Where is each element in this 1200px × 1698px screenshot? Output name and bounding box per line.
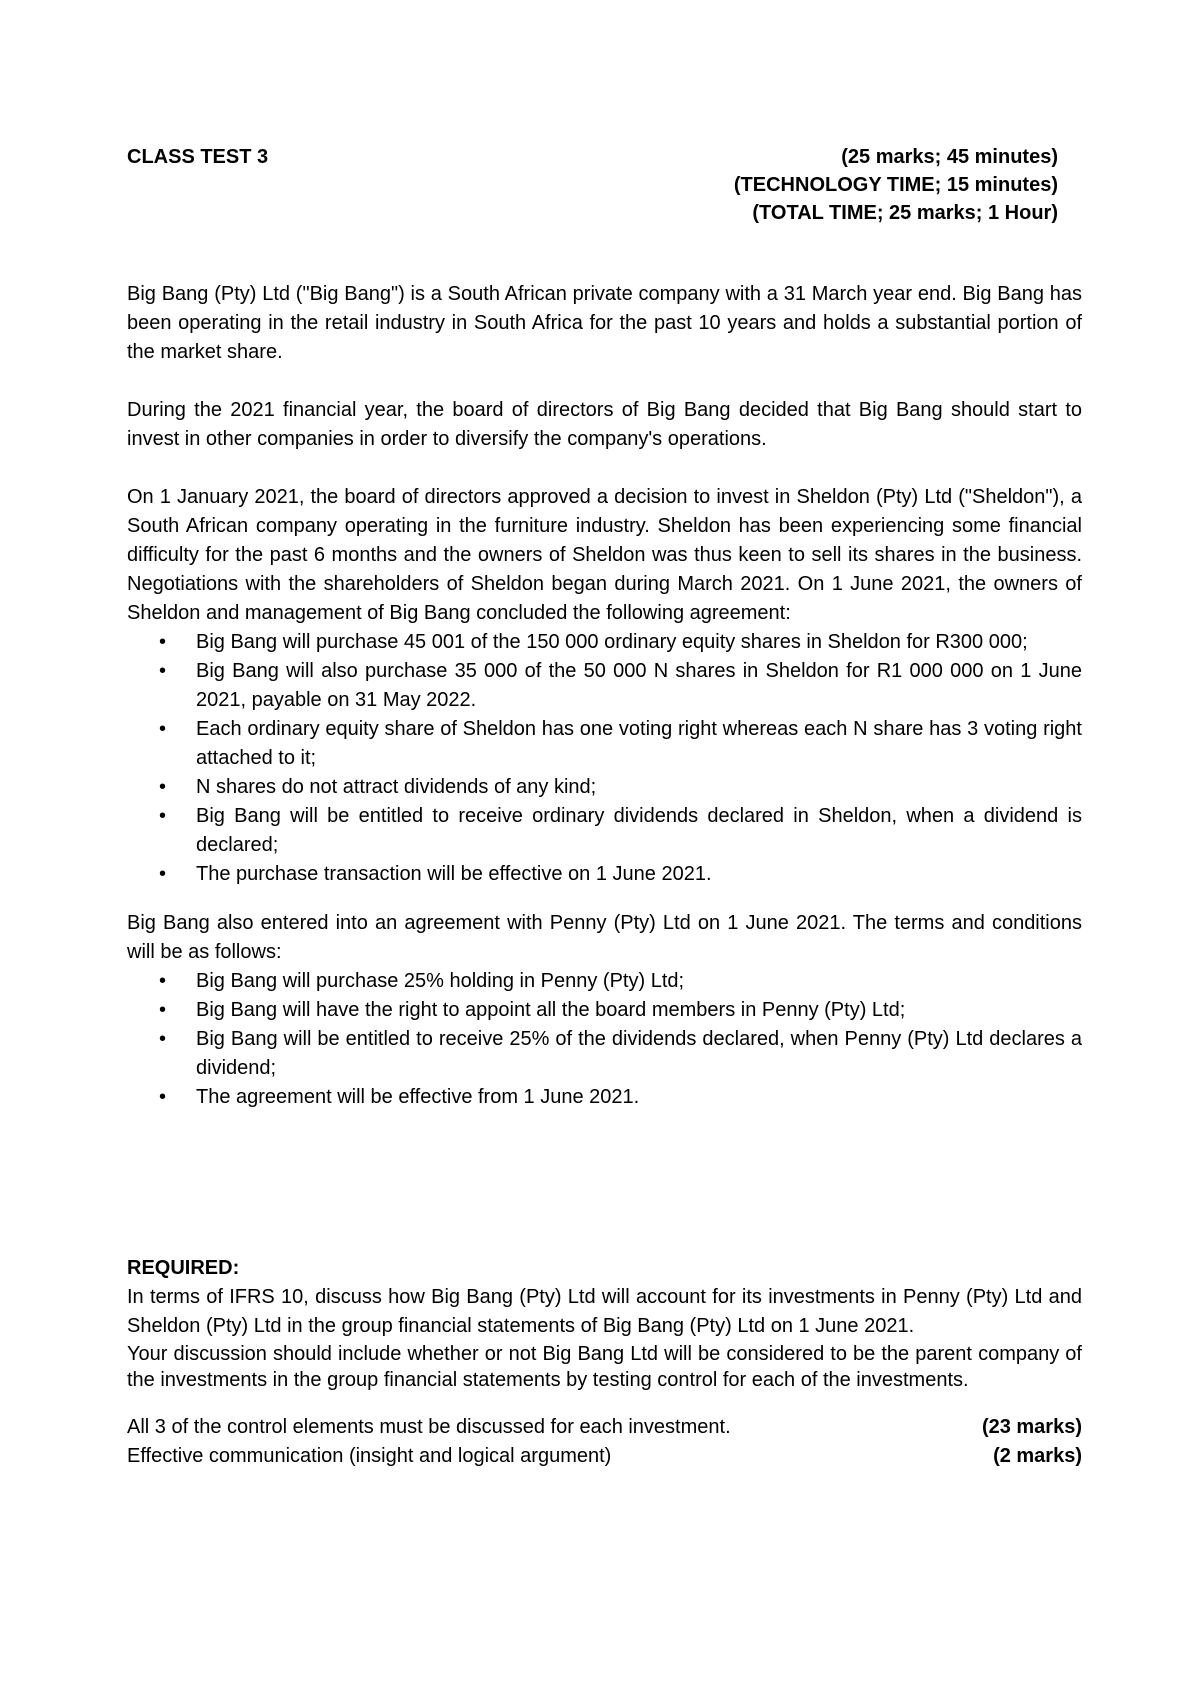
list-item: • The agreement will be effective from 1 June 2021.: [127, 1083, 1082, 1112]
marks-row: [127, 1442, 1082, 1471]
penny-agreement-list: [127, 967, 1082, 1112]
list-item: • N shares do not attract dividends of any kind;: [127, 773, 1082, 802]
document-page: [127, 0, 1082, 1698]
list-item: • Big Bang will have the right to appoint all the board members in Penny (Pty) Ltd;: [127, 996, 1082, 1025]
intro-paragraph: Big Bang (Pty) Ltd ("Big Bang") is a South African private company with a 31 March year end. Big Bang has been operating in the retail industry in South Africa for the past 10 years and holds a substantial portion of the market share.: [127, 283, 1082, 363]
bullet-icon: •: [159, 863, 167, 885]
sheldon-paragraph: On 1 January 2021, the board of directors approved a decision to invest in Sheldon (Pty) Ltd ("Sheldon"), a South African company operating in the furniture industry. Sheldon has been experiencing some financial difficulty for the past 6 months and the owners of Sheldon was thus keen to sell its shares in the business. Negotiations with the shareholders of Sheldon began during March 2021. On 1 June 2021, the owners of Sheldon and management of Big Bang concluded the following agreement:: [127, 486, 1082, 624]
bullet-icon: •: [159, 970, 167, 992]
total-time-line: (TOTAL TIME; 25 marks; 1 Hour): [752, 202, 1058, 224]
list-item: • Big Bang will be entitled to receive 25% of the dividends declared, when Penny (Pty) Ltd declares a dividend;: [127, 1025, 1082, 1083]
required-section: [127, 1254, 1082, 1471]
bullet-icon: •: [159, 805, 167, 827]
marks-label: All 3 of the control elements must be discussed for each investment.: [127, 1416, 731, 1438]
marks-label: Effective communication (insight and logical argument): [127, 1445, 612, 1467]
sheldon-agreement-list: [127, 628, 1082, 889]
penny-paragraph: Big Bang also entered into an agreement with Penny (Pty) Ltd on 1 June 2021. The terms and conditions will be as follows:: [127, 912, 1082, 963]
required-question: In terms of IFRS 10, discuss how Big Bang (Pty) Ltd will account for its investments in Penny (Pty) Ltd and Sheldon (Pty) Ltd in the group financial statements of Big Bang (Pty) Ltd on 1 June 2021.: [127, 1286, 1082, 1337]
bullet-icon: •: [159, 999, 167, 1021]
case-body: [127, 280, 1082, 1112]
bullet-icon: •: [159, 718, 167, 740]
diversify-paragraph: During the 2021 financial year, the board of directors of Big Bang decided that Big Bang should start to invest in other companies in order to diversify the company's operations.: [127, 399, 1082, 450]
required-heading: REQUIRED:: [127, 1257, 240, 1279]
bullet-icon: •: [159, 1028, 167, 1050]
marks-value: (2 marks): [993, 1445, 1082, 1467]
list-item: • Each ordinary equity share of Sheldon has one voting right whereas each N share has 3 voting right attached to it;: [127, 715, 1082, 773]
bullet-icon: •: [159, 660, 167, 682]
required-instructions: Your discussion should include whether or not Big Bang Ltd will be considered to be the parent company of the investments in the group financial statements by testing control for each of the investments.: [127, 1343, 1082, 1391]
marks-row: [127, 1413, 1082, 1442]
bullet-icon: •: [159, 776, 167, 798]
bullet-icon: •: [159, 1086, 167, 1108]
test-time-info: [734, 143, 1058, 227]
technology-time-line: (TECHNOLOGY TIME; 15 minutes): [733, 174, 1058, 196]
list-item: • Big Bang will be entitled to receive ordinary dividends declared in Sheldon, when a dividend is declared;: [127, 802, 1082, 860]
list-item: • Big Bang will also purchase 35 000 of the 50 000 N shares in Sheldon for R1 000 000 on 1 June 2021, payable on 31 May 2022.: [127, 657, 1082, 715]
list-item: • Big Bang will purchase 25% holding in Penny (Pty) Ltd;: [127, 967, 1082, 996]
bullet-icon: •: [159, 631, 167, 653]
test-title: CLASS TEST 3: [127, 146, 269, 168]
marks-time-line: (25 marks; 45 minutes): [841, 146, 1058, 168]
list-item: • Big Bang will purchase 45 001 of the 150 000 ordinary equity shares in Sheldon for R300 000;: [127, 628, 1082, 657]
marks-value: (23 marks): [981, 1416, 1082, 1438]
list-item: • The purchase transaction will be effective on 1 June 2021.: [127, 860, 1082, 889]
